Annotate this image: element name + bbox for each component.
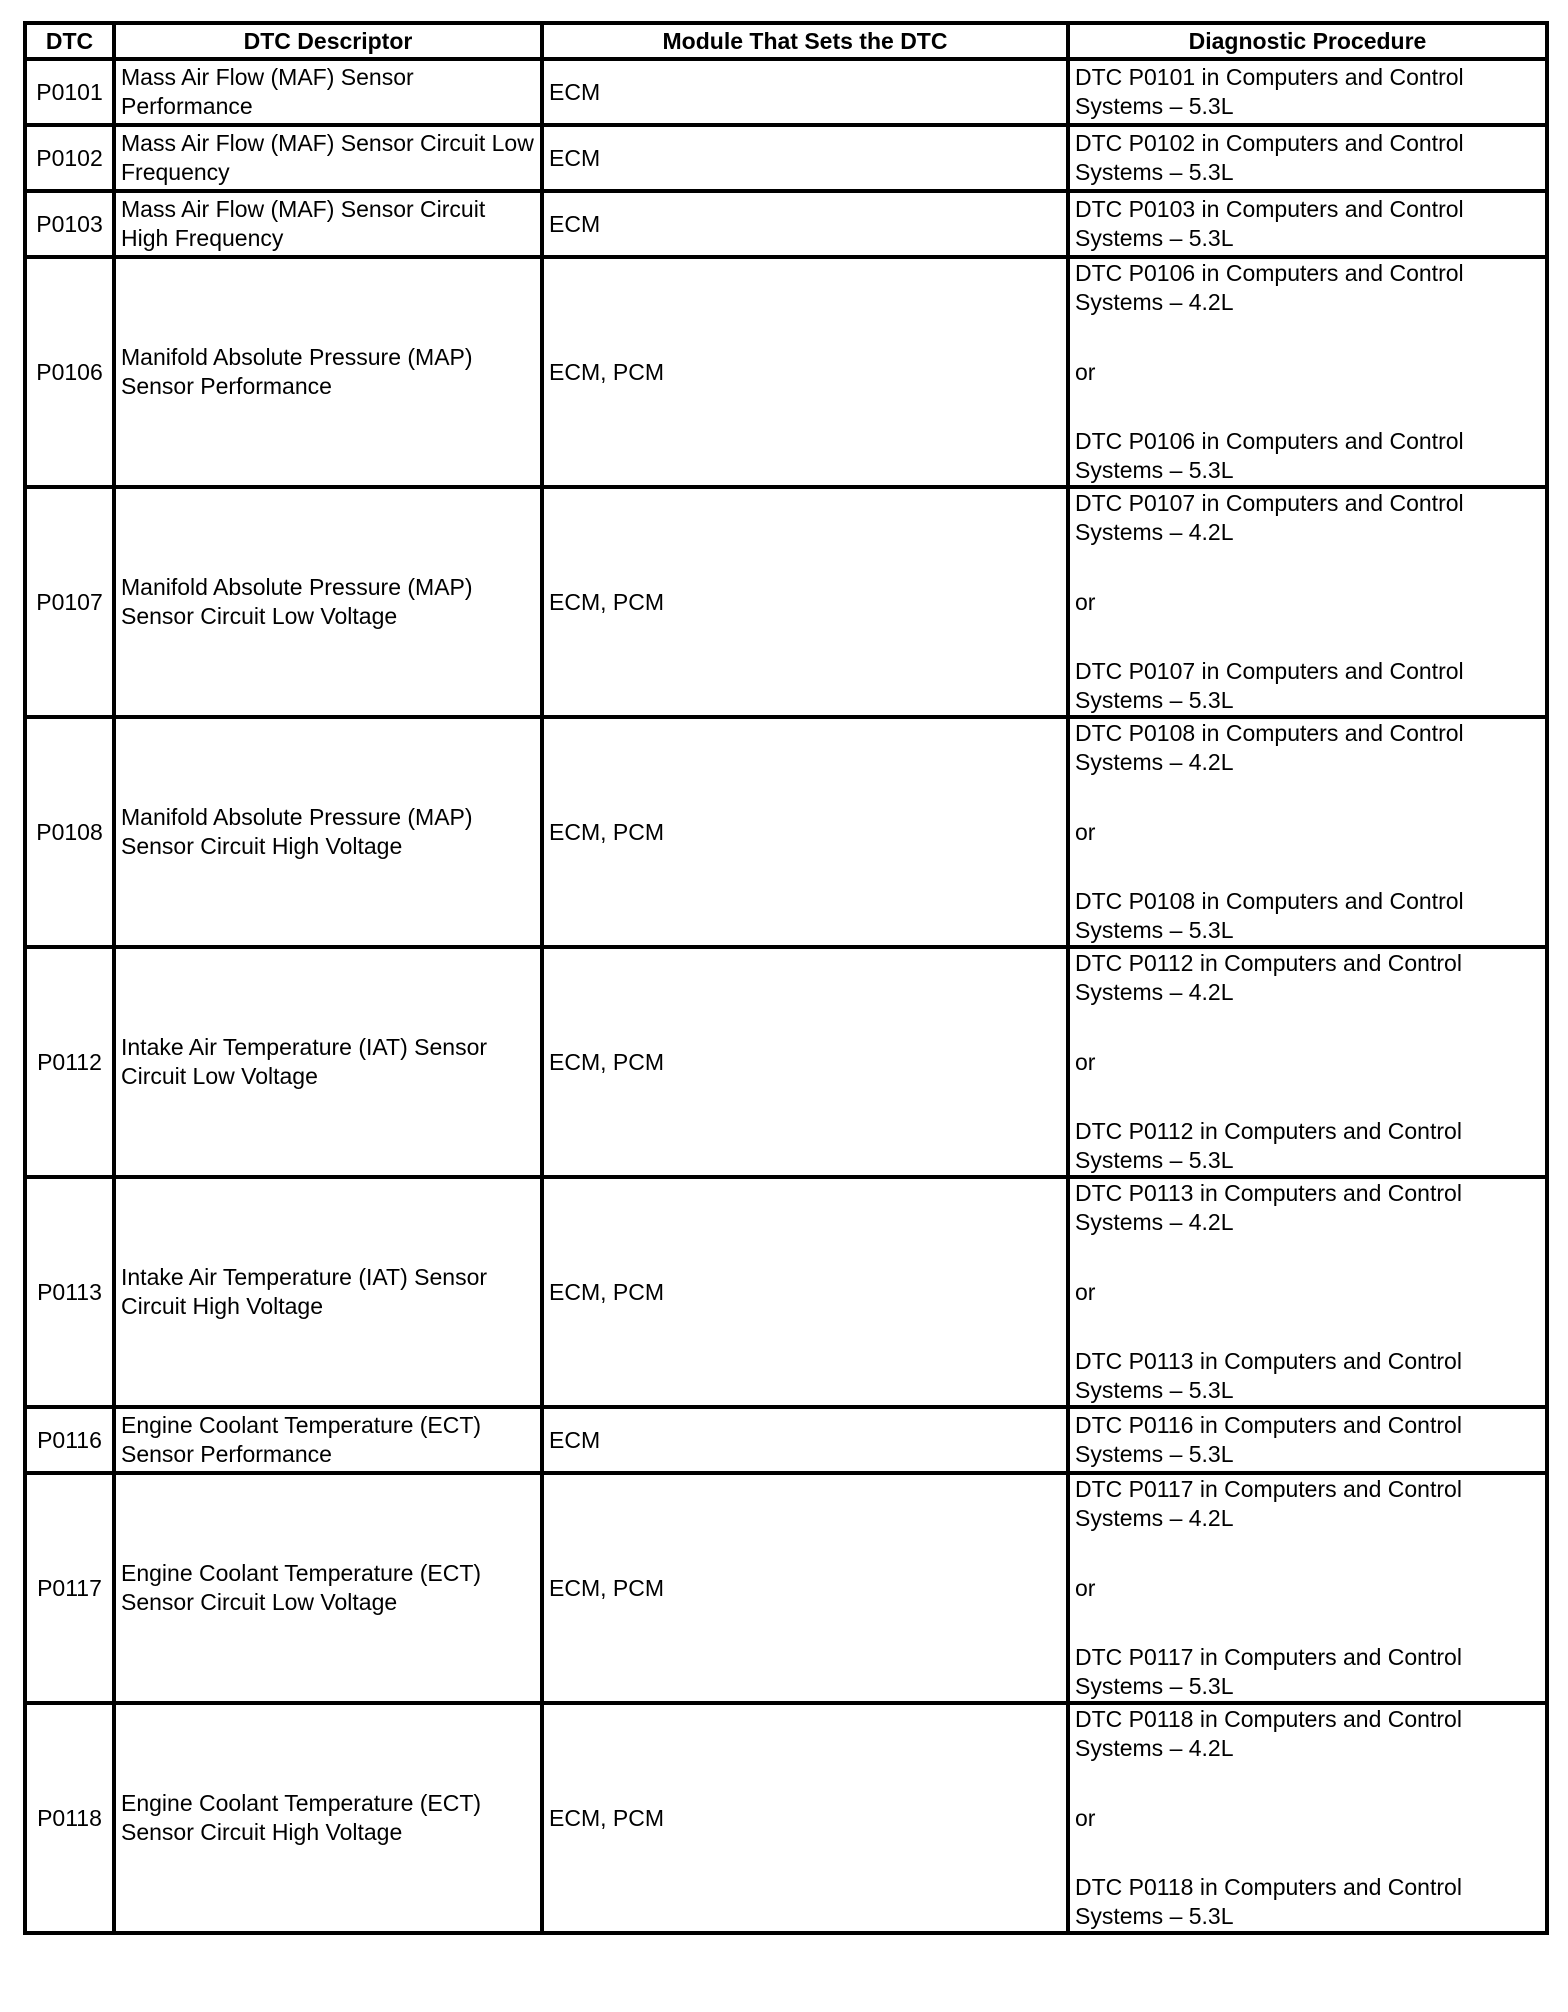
procedure-or: or (1075, 1278, 1096, 1305)
header-module: Module That Sets the DTC (542, 23, 1068, 59)
table-row (25, 1407, 1547, 1473)
dtc-module: ECM (542, 125, 1068, 191)
procedure-or: or (1075, 588, 1096, 615)
dtc-module: ECM (542, 1407, 1068, 1473)
table-row (25, 717, 1547, 947)
dtc-table (23, 21, 1549, 1935)
procedure-5-3l: DTC P0118 in Computers and Control Systems – 5.3L (1075, 1874, 1462, 1929)
dtc-code: P0102 (25, 125, 114, 191)
procedure-or: or (1075, 1048, 1096, 1075)
dtc-procedure (1068, 717, 1547, 947)
table-row (25, 125, 1547, 191)
dtc-descriptor: Mass Air Flow (MAF) Sensor Circuit High Frequency (114, 191, 542, 257)
table-row (25, 487, 1547, 717)
header-dtc: DTC (25, 23, 114, 59)
header-row (25, 23, 1547, 59)
dtc-module: ECM, PCM (542, 717, 1068, 947)
dtc-module: ECM, PCM (542, 1473, 1068, 1703)
procedure-or: or (1075, 818, 1096, 845)
dtc-descriptor: Mass Air Flow (MAF) Sensor Circuit Low Frequency (114, 125, 542, 191)
table-row (25, 1473, 1547, 1703)
dtc-descriptor: Engine Coolant Temperature (ECT) Sensor Performance (114, 1407, 542, 1473)
dtc-descriptor: Mass Air Flow (MAF) Sensor Performance (114, 59, 542, 125)
dtc-module: ECM, PCM (542, 1177, 1068, 1407)
procedure-4-2l: DTC P0106 in Computers and Control Systems – 4.2L (1075, 260, 1464, 315)
dtc-code: P0103 (25, 191, 114, 257)
dtc-descriptor: Manifold Absolute Pressure (MAP) Sensor Circuit Low Voltage (114, 487, 542, 717)
table-row (25, 947, 1547, 1177)
procedure-5-3l: DTC P0117 in Computers and Control Systems – 5.3L (1075, 1644, 1462, 1699)
dtc-procedure (1068, 1703, 1547, 1933)
dtc-procedure: DTC P0101 in Computers and Control Systems – 5.3L (1068, 59, 1547, 125)
procedure-5-3l: DTC P0112 in Computers and Control Systems – 5.3L (1075, 1118, 1462, 1173)
dtc-code: P0108 (25, 717, 114, 947)
procedure-4-2l: DTC P0108 in Computers and Control Systems – 4.2L (1075, 720, 1464, 775)
procedure-or: or (1075, 1804, 1096, 1831)
dtc-module: ECM, PCM (542, 257, 1068, 487)
dtc-procedure: DTC P0102 in Computers and Control Systems – 5.3L (1068, 125, 1547, 191)
dtc-code: P0101 (25, 59, 114, 125)
dtc-code: P0113 (25, 1177, 114, 1407)
table-row (25, 191, 1547, 257)
dtc-procedure (1068, 1177, 1547, 1407)
dtc-module: ECM (542, 59, 1068, 125)
procedure-5-3l: DTC P0106 in Computers and Control Systems – 5.3L (1075, 428, 1464, 483)
procedure-4-2l: DTC P0112 in Computers and Control Systems – 4.2L (1075, 950, 1462, 1005)
dtc-descriptor: Manifold Absolute Pressure (MAP) Sensor Performance (114, 257, 542, 487)
procedure-5-3l: DTC P0107 in Computers and Control Systems – 5.3L (1075, 658, 1464, 713)
procedure-or: or (1075, 1574, 1096, 1601)
dtc-procedure (1068, 947, 1547, 1177)
dtc-module: ECM, PCM (542, 1703, 1068, 1933)
procedure-or: or (1075, 358, 1096, 385)
table-row (25, 1177, 1547, 1407)
dtc-descriptor: Engine Coolant Temperature (ECT) Sensor Circuit High Voltage (114, 1703, 542, 1933)
dtc-procedure (1068, 257, 1547, 487)
procedure-4-2l: DTC P0117 in Computers and Control Systems – 4.2L (1075, 1476, 1462, 1531)
dtc-procedure: DTC P0116 in Computers and Control Systems – 5.3L (1068, 1407, 1547, 1473)
dtc-procedure (1068, 1473, 1547, 1703)
dtc-code: P0112 (25, 947, 114, 1177)
procedure-4-2l: DTC P0118 in Computers and Control Systems – 4.2L (1075, 1706, 1462, 1761)
dtc-module: ECM, PCM (542, 487, 1068, 717)
dtc-module: ECM, PCM (542, 947, 1068, 1177)
dtc-procedure (1068, 487, 1547, 717)
header-descriptor: DTC Descriptor (114, 23, 542, 59)
dtc-descriptor: Intake Air Temperature (IAT) Sensor Circuit High Voltage (114, 1177, 542, 1407)
table-row (25, 257, 1547, 487)
dtc-code: P0107 (25, 487, 114, 717)
dtc-descriptor: Engine Coolant Temperature (ECT) Sensor Circuit Low Voltage (114, 1473, 542, 1703)
table-row (25, 59, 1547, 125)
procedure-4-2l: DTC P0113 in Computers and Control Systems – 4.2L (1075, 1180, 1462, 1235)
dtc-procedure: DTC P0103 in Computers and Control Systems – 5.3L (1068, 191, 1547, 257)
procedure-5-3l: DTC P0113 in Computers and Control Systems – 5.3L (1075, 1348, 1462, 1403)
dtc-code: P0117 (25, 1473, 114, 1703)
dtc-module: ECM (542, 191, 1068, 257)
dtc-descriptor: Intake Air Temperature (IAT) Sensor Circuit Low Voltage (114, 947, 542, 1177)
table-row (25, 1703, 1547, 1933)
dtc-descriptor: Manifold Absolute Pressure (MAP) Sensor Circuit High Voltage (114, 717, 542, 947)
procedure-4-2l: DTC P0107 in Computers and Control Systems – 4.2L (1075, 490, 1464, 545)
dtc-code: P0106 (25, 257, 114, 487)
dtc-code: P0118 (25, 1703, 114, 1933)
procedure-5-3l: DTC P0108 in Computers and Control Systems – 5.3L (1075, 888, 1464, 943)
dtc-code: P0116 (25, 1407, 114, 1473)
header-procedure: Diagnostic Procedure (1068, 23, 1547, 59)
